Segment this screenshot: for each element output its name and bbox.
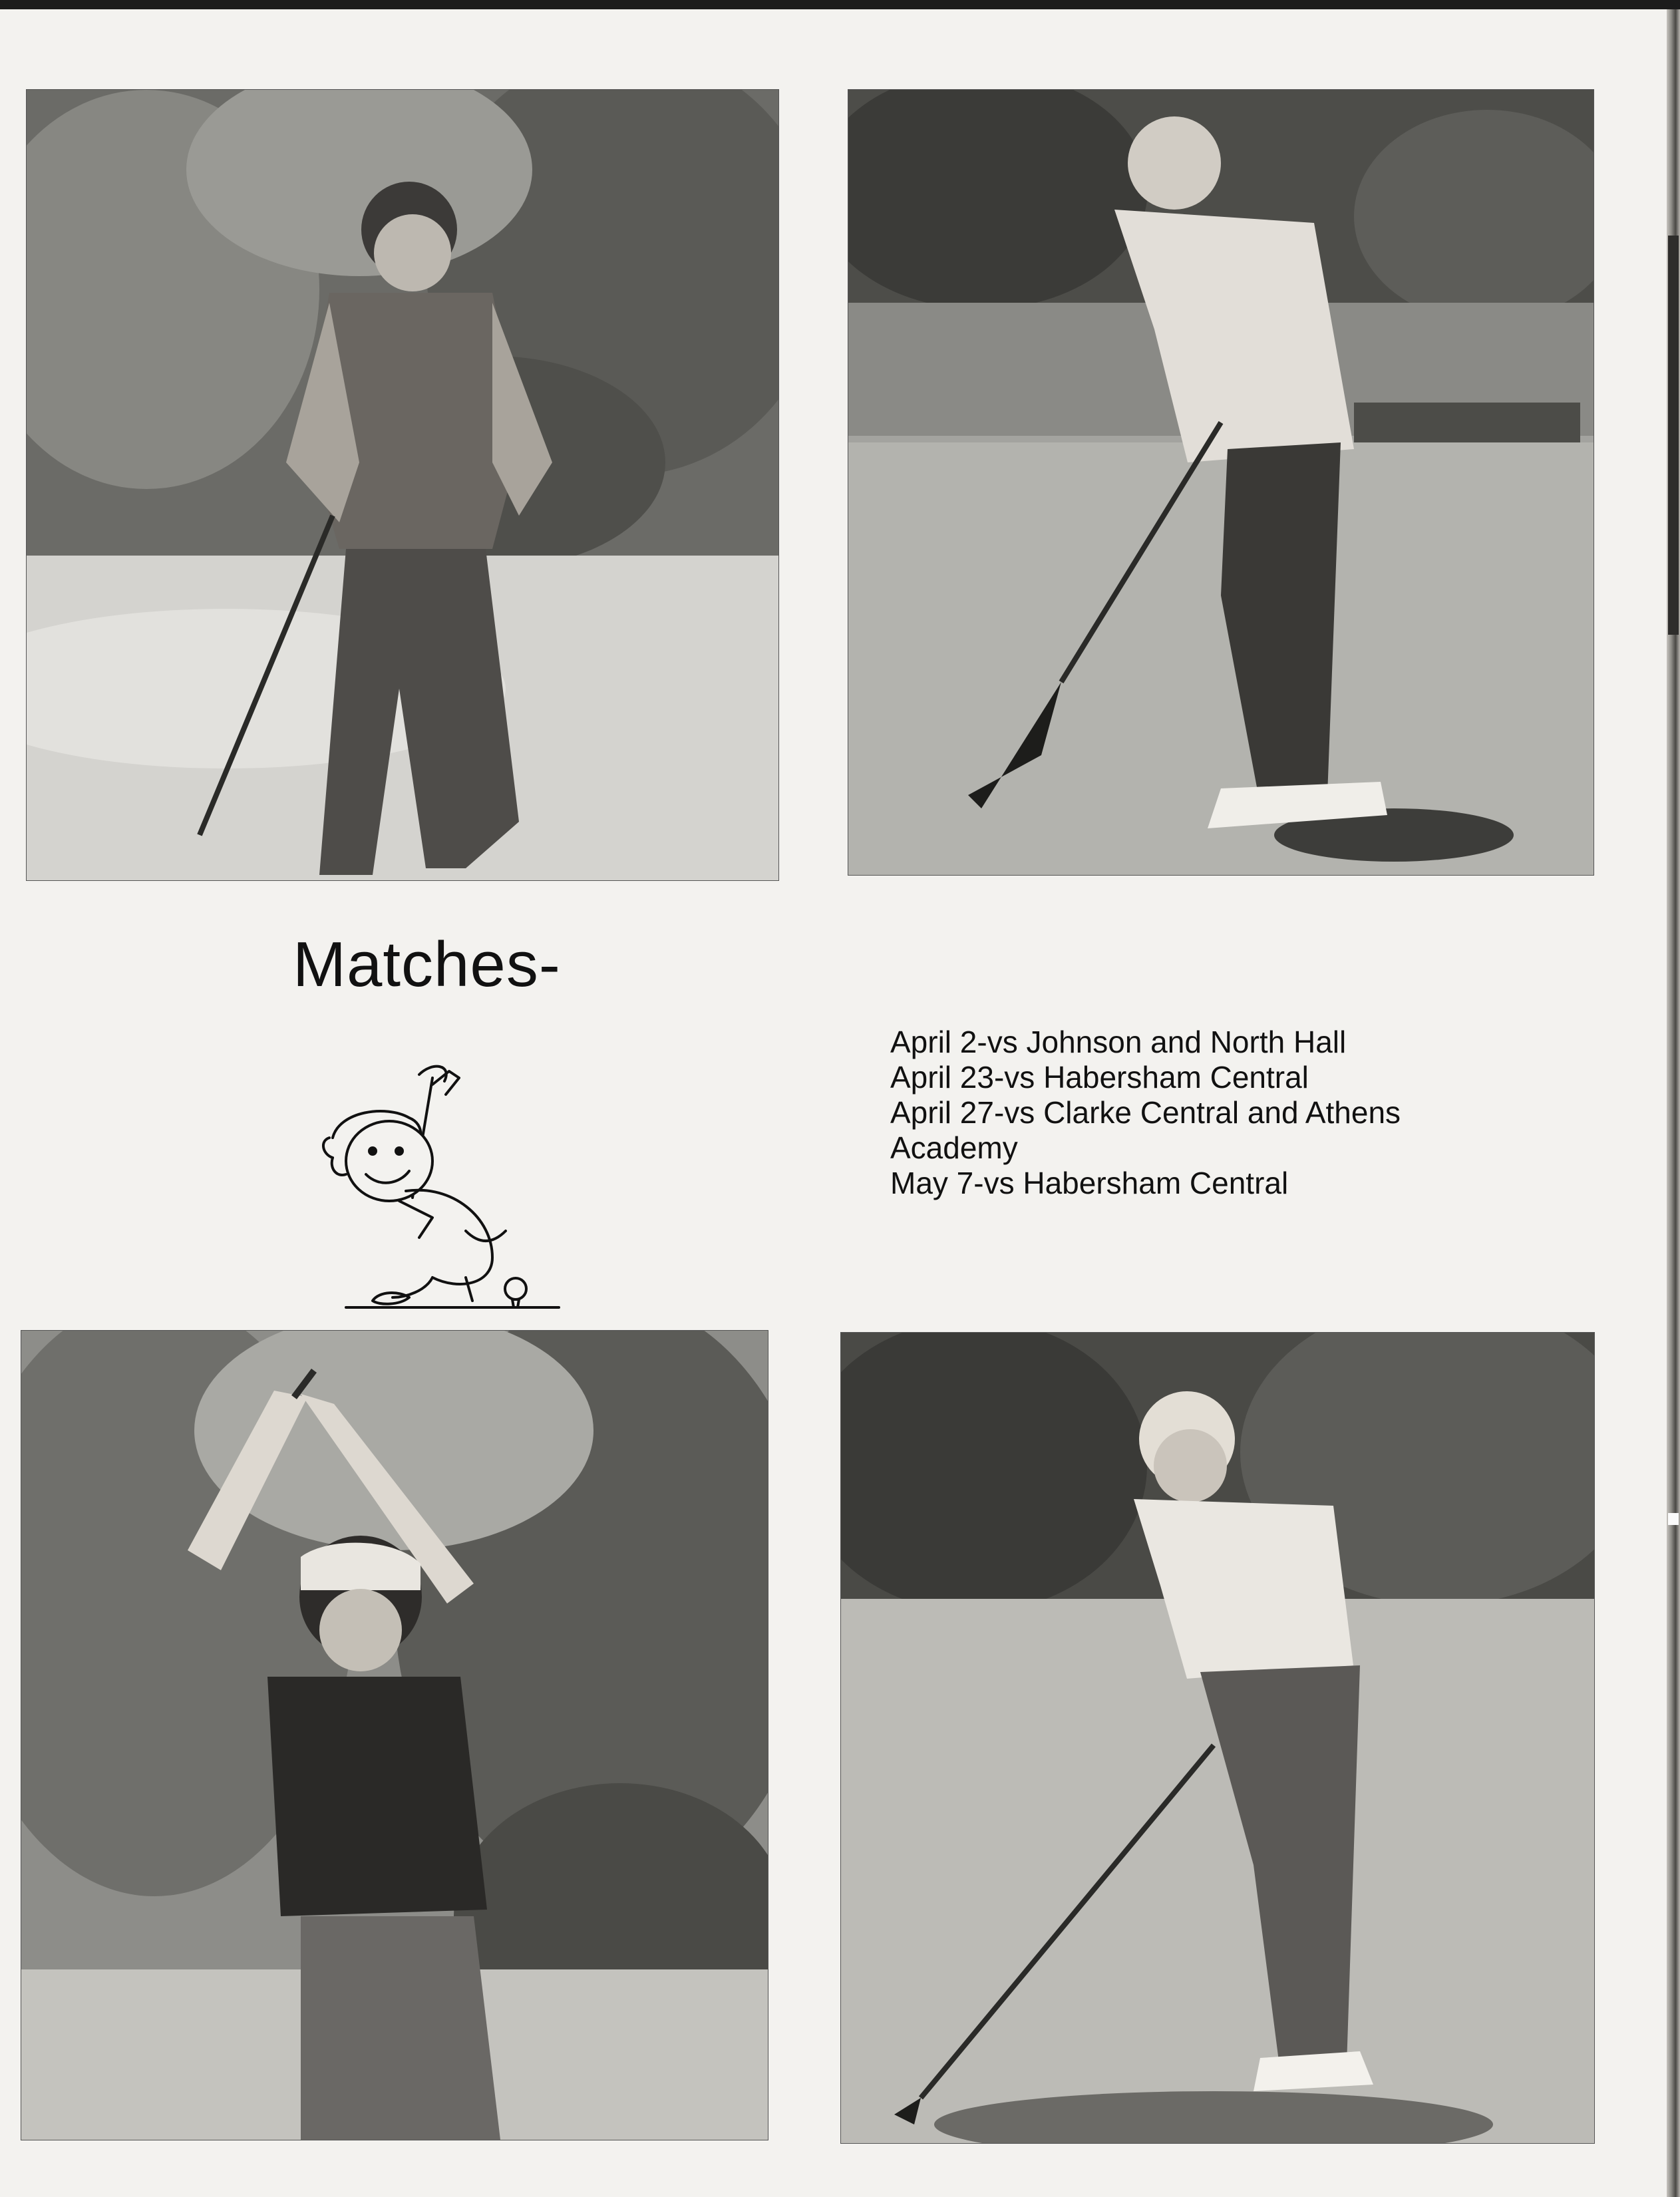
match-schedule bbox=[890, 1025, 1401, 1201]
golf-mascot-illustration bbox=[293, 1058, 572, 1311]
page-tab-marker bbox=[1668, 1513, 1679, 1525]
page-heading: Matches- bbox=[293, 929, 561, 1000]
photo-golfer-leaning bbox=[27, 90, 778, 880]
match-item: April 2-vs Johnson and North Hall bbox=[890, 1025, 1347, 1059]
scan-edge-right bbox=[1665, 9, 1680, 2197]
match-item: April 27-vs Clarke Central and Athens bbox=[890, 1095, 1401, 1130]
match-item: April 23-vs Habersham Central bbox=[890, 1060, 1309, 1095]
photo-golfer-addressing-ball bbox=[848, 90, 1594, 875]
photo-golfer-stance bbox=[841, 1333, 1594, 2143]
scan-edge-top bbox=[0, 0, 1680, 9]
page-tab bbox=[1668, 236, 1679, 635]
match-item: May 7-vs Habersham Central bbox=[890, 1166, 1289, 1200]
match-item: Academy bbox=[890, 1130, 1018, 1165]
photo-golfer-backswing bbox=[21, 1331, 768, 2140]
